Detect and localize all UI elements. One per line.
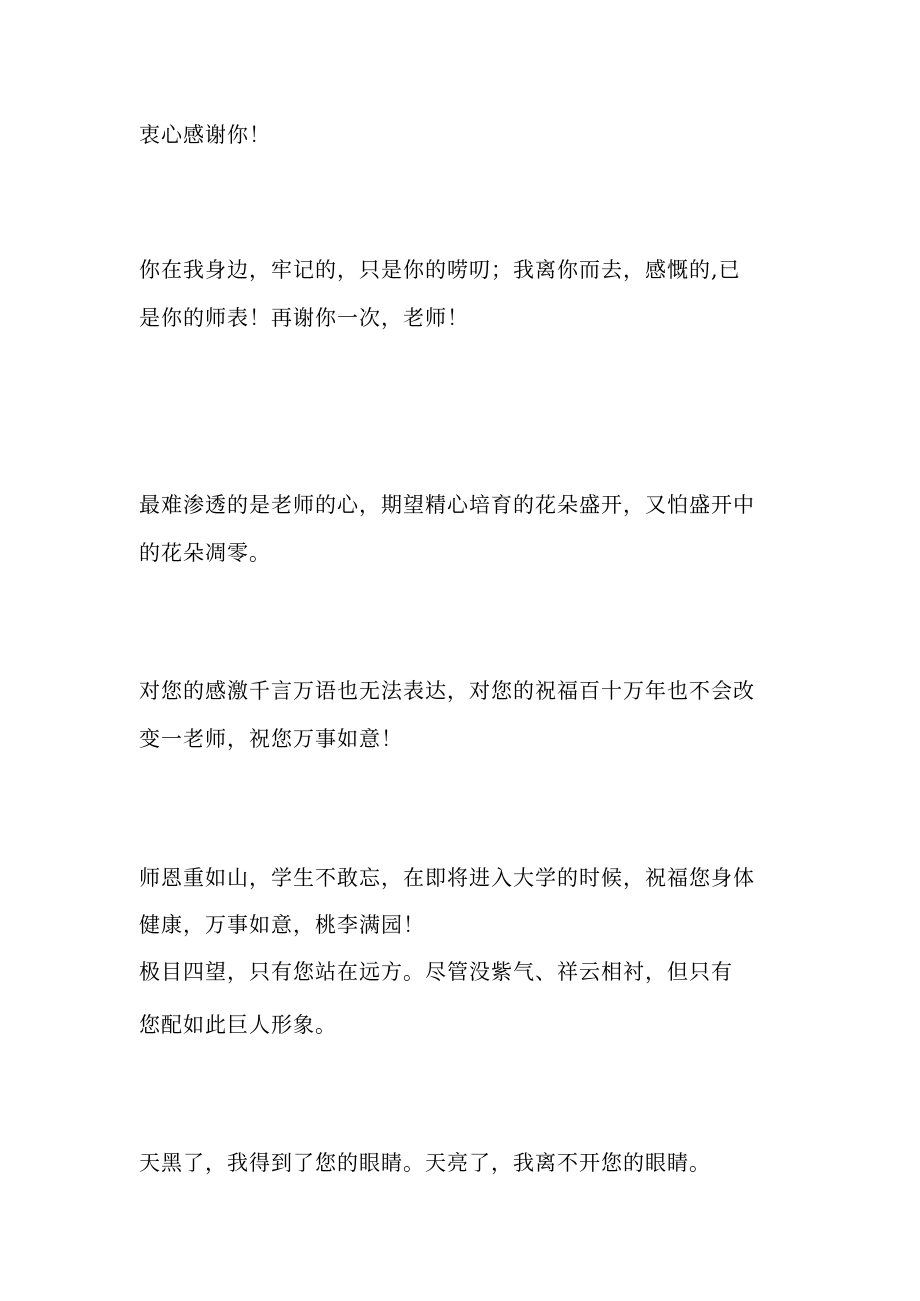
text-line: 是你的师表！再谢你一次，老师！ <box>139 306 469 330</box>
text-line: 你在我身边，牢记的，只是你的唠叨；我离你而去，感慨的,已 <box>139 258 741 282</box>
text-line: 健康，万事如意，桃李满园！ <box>139 913 425 937</box>
text-line: 对您的感激千言万语也无法表达，对您的祝福百十万年也不会改 <box>139 679 755 703</box>
text-line: 最难渗透的是老师的心，期望精心培育的花朵盛开，又怕盛开中 <box>139 493 755 517</box>
text-line: 极目四望，只有您站在远方。尽管没紫气、祥云相衬，但只有 <box>139 960 733 984</box>
text-line: 的花朵凋零。 <box>139 541 271 565</box>
text-line: 您配如此巨人形象。 <box>139 1013 337 1037</box>
text-line: 变一老师，祝您万事如意！ <box>139 727 403 751</box>
text-line: 师恩重如山，学生不敢忘，在即将进入大学的时候，祝福您身体 <box>139 866 755 890</box>
text-line: 天黑了，我得到了您的眼睛。天亮了，我离不开您的眼睛。 <box>139 1151 711 1175</box>
text-line: 衷心感谢你！ <box>139 123 271 147</box>
